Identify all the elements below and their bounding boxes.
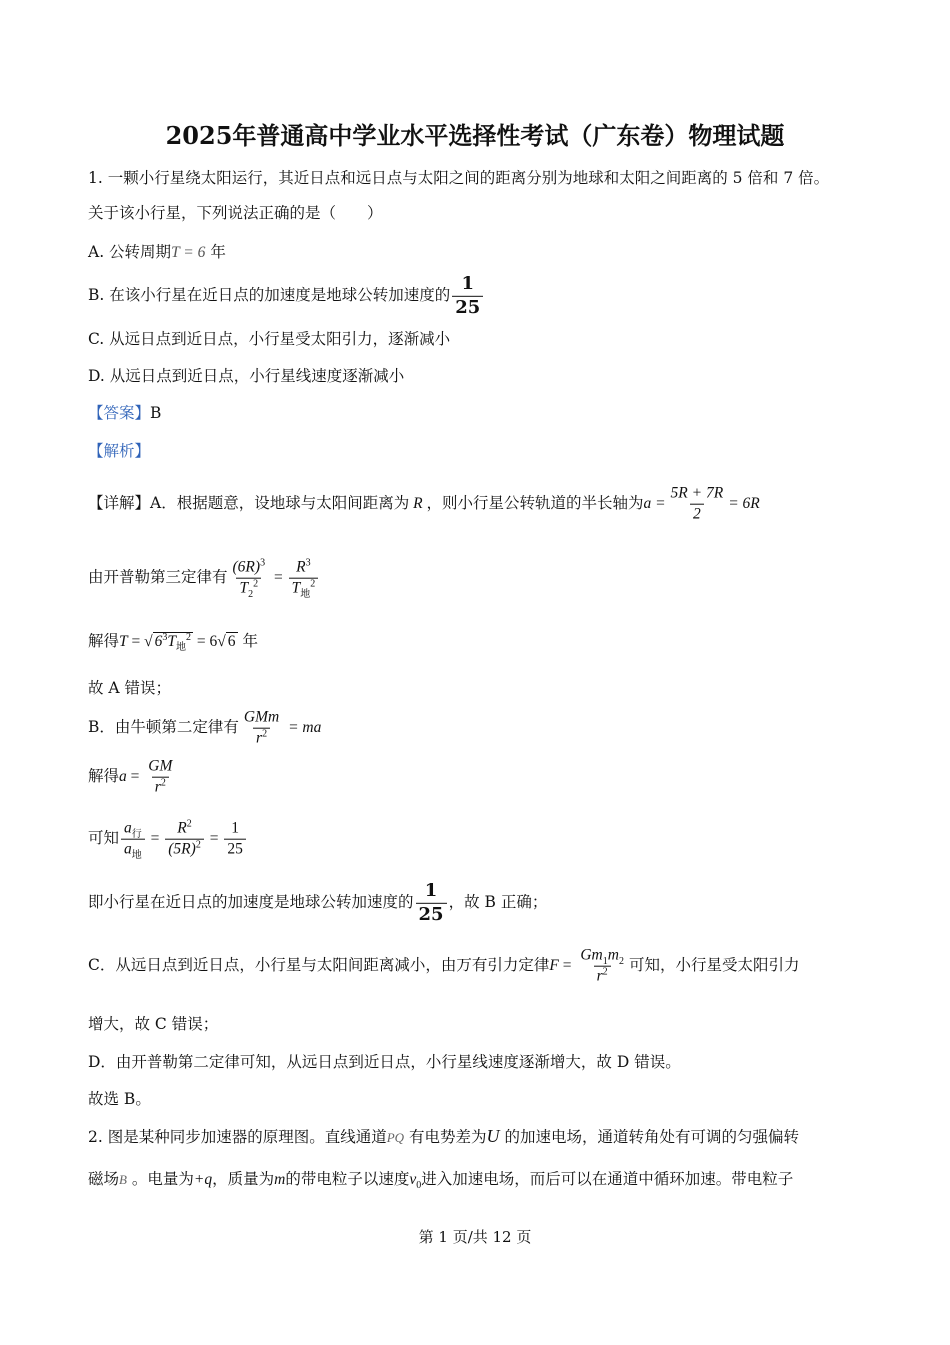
q1-option-a — [88, 240, 226, 262]
answer-value: B — [150, 404, 162, 422]
detail-intro-text-2: ，则小行星公转轨道的半长轴为 — [426, 494, 644, 512]
q1-option-d: D. 从远日点到近日点，小行星线速度逐渐减小 — [88, 367, 405, 385]
kepler-lhs-fraction: $\frac{(6R)^3}{T_2^2}$ — [232, 557, 266, 600]
option-a-formula: T = 6 — [171, 244, 206, 261]
answer-label: 【答案】 — [88, 404, 151, 422]
q2-u: U — [486, 1126, 500, 1146]
page-title: 2025年普通高中学业水平选择性考试（广东卷）物理试题 — [165, 121, 785, 150]
q1-stem-line1: 1. 一颗小行星绕太阳运行，其近日点和远日点与太阳之间的距离分别为地球和太阳之间距离的 5 倍和 7 倍。 — [88, 169, 830, 187]
q2-b: B — [119, 1172, 127, 1187]
c-text-2: 可知，小行星受太阳引力 — [628, 956, 800, 974]
solve-period: 解得T = √ $6^3T_地^2 = 6√$ 6 年 — [88, 631, 258, 654]
kepler-rhs-fraction: $\frac{R^3}{T_地^2}$ — [289, 559, 319, 598]
newton-second-law: B．由牛顿第二定律有 $\frac{\text{GMm}}{r^2}$ = ma — [88, 708, 322, 747]
q1-option-c: C. 从远日点到近日点，小行星受太阳引力，逐渐减小 — [88, 330, 451, 348]
q1-option-b — [88, 274, 485, 318]
q2-line1-b: 有电势差为 — [409, 1128, 487, 1146]
option-a-suffix: 年 — [210, 243, 226, 261]
acceleration-ratio: 可知 $\frac{a_行}{a_地}$ = $\frac{R^2}{(5R)^2}$ = $\frac{1}{25}$ — [88, 820, 248, 859]
b-conclusion-suffix: ，故 B 正确； — [448, 893, 548, 911]
kepler3-text: 由开普勒第三定律有 — [88, 568, 228, 586]
q2-line2-f: 进入加速电场，而后可以在通道中循环加速。带电粒子 — [421, 1170, 794, 1188]
page-footer: 第 1 页/共 12 页 — [418, 1228, 532, 1246]
d-explanation: D．由开普勒第二定律可知，从远日点到近日点，小行星线速度逐渐增大，故 D 错误。 — [88, 1053, 681, 1071]
a-wrong: 故 A 错误； — [88, 679, 172, 697]
final-answer: 故选 B。 — [88, 1090, 151, 1108]
gravity-fraction: $\frac{\text{GMm}}{r^2}$ — [243, 708, 280, 747]
solve-text: 解得 — [88, 632, 120, 650]
answer-line — [88, 401, 161, 423]
gravitation-fraction: $\frac{Gm_1m_2}{r^2}$ — [580, 946, 624, 985]
solve-suffix: 年 — [242, 632, 258, 650]
q2-line2-c: 。电量为 — [131, 1170, 194, 1188]
analysis-label: 【解析】 — [88, 442, 151, 460]
detail-label: 【详解】 — [88, 494, 151, 512]
semi-axis-num: 5R + 7R — [670, 484, 724, 502]
q2-line1-c: 的加速电场，通道转角处有可调的匀强偏转 — [504, 1128, 799, 1146]
q1-stem-line2: 关于该小行星，下列说法正确的是（ ） — [88, 204, 383, 222]
ratio-mid: $\frac{R^2}{(5R)^2}$ — [165, 820, 204, 859]
semi-axis-den: 2 — [690, 504, 704, 524]
acceleration-fraction: $\frac{GM}{r^2}$ — [148, 757, 173, 796]
option-b-text: B. 在该小行星在近日点的加速度是地球公转加速度的 — [88, 286, 451, 304]
b-conclusion-text: 即小行星在近日点的加速度是地球公转加速度的 — [88, 893, 414, 911]
ratio-lhs: $\frac{a_行}{a_地}$ — [121, 820, 145, 859]
q2-v: v — [409, 1171, 417, 1188]
semi-axis-lhs: a = — [643, 495, 666, 512]
solve-acceleration: 解得a = $\frac{GM}{r^2}$ — [88, 758, 177, 797]
option-a-prefix: A. 公转周期 — [88, 243, 172, 261]
fraction-one-25-b: $\frac{1}{25}$ — [416, 881, 447, 925]
q2-line1-a: 2. 图是某种同步加速器的原理图。直线通道 — [88, 1128, 387, 1146]
q2-line2-e: 的带电粒子以速度 — [285, 1170, 410, 1188]
q2-m: m — [274, 1171, 286, 1188]
q2-line2 — [88, 1167, 794, 1192]
semi-axis-fraction — [668, 485, 727, 524]
q2-line2-a: 磁场 — [88, 1170, 120, 1188]
ratio-text: 可知 — [88, 829, 120, 847]
q2-v-sub: 0 — [416, 1180, 422, 1192]
ratio-rhs: $\frac{1}{25}$ — [224, 820, 246, 859]
detail-intro-text: A．根据题意，设地球与太阳间距离为 — [150, 494, 410, 512]
c-explanation: C．从远日点到近日点，小行星与太阳间距离减小，由万有引力定律F = $\frac{Gm_1m_2}{r^2}$ 可知，小行星受太阳引力 — [88, 946, 800, 985]
detail-a-intro: 【详解】A．根据题意，设地球与太阳间距离为 R ，则小行星公转轨道的半长轴为a = $\frac{5R + 7R}{2}$ = 6R — [88, 484, 760, 523]
solve-a-text: 解得 — [88, 767, 120, 785]
c-text: C．从远日点到近日点，小行星与太阳间距离减小，由万有引力定律 — [88, 956, 550, 974]
c-wrong: 增大，故 C 错误； — [88, 1015, 219, 1033]
semi-axis-rhs: = 6R — [728, 495, 760, 512]
newton-text: B．由牛顿第二定律有 — [88, 718, 239, 736]
kepler-third-law: 由开普勒第三定律有 $\frac{(6R)^3}{T_2^2}$ = $\frac{R^3}{T_地^2}$ — [88, 559, 320, 598]
fraction-one-25: $\frac{1}{25}$ — [452, 274, 483, 318]
q2-pq: PQ — [386, 1130, 405, 1145]
b-conclusion — [88, 881, 547, 925]
q2-line2-d: ，质量为 — [212, 1170, 275, 1188]
q2-q: +q — [193, 1171, 213, 1188]
q2-line1 — [88, 1125, 799, 1147]
